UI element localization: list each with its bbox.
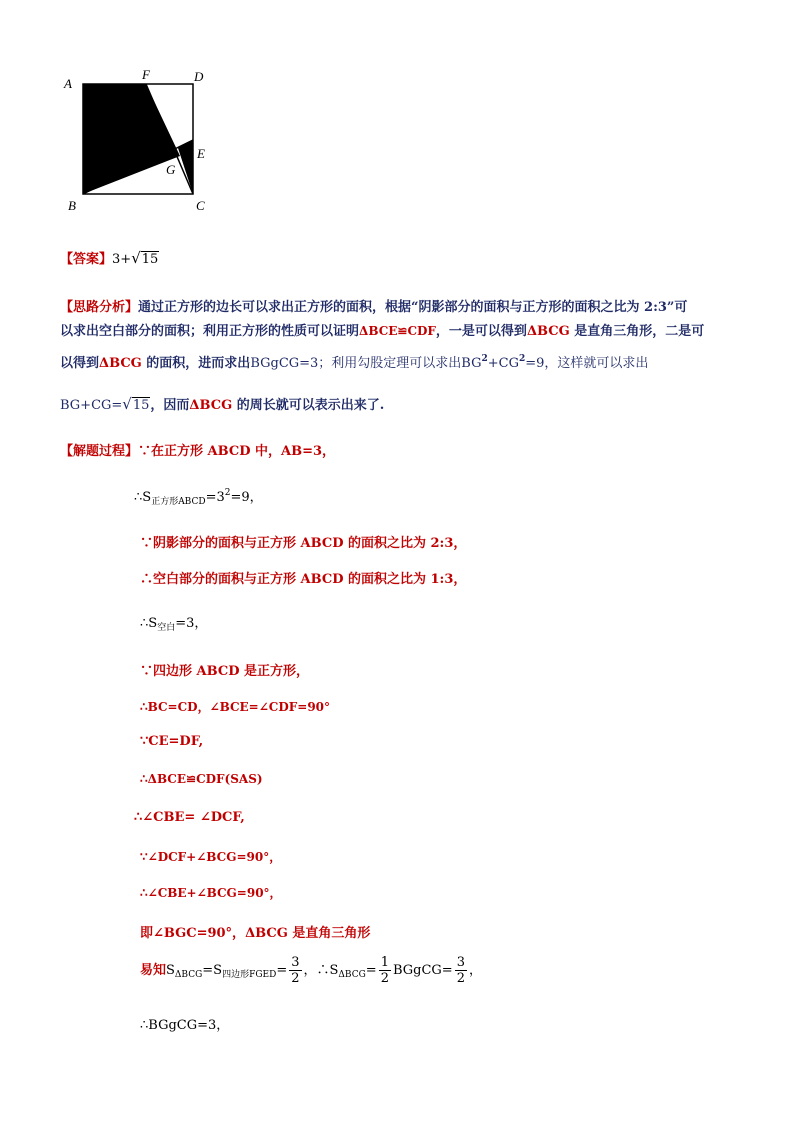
analysis-text-1: 通过正方形的边长可以求出正方形的面积，根据“阴影部分的面积与正方形的面积之比为 2:3”可	[138, 300, 688, 315]
label-e: E	[197, 146, 205, 161]
label-d: D	[194, 69, 204, 84]
analysis-text-2c: ，一是可以得到	[435, 324, 527, 339]
analysis-line-3	[60, 352, 648, 371]
analysis-text-3a: 以得到	[60, 356, 100, 371]
s1e: =9，	[230, 490, 263, 505]
s13h: ，∴S	[303, 963, 339, 978]
solution-line-12	[140, 922, 370, 941]
s12a: 即∠BGC=90°，	[140, 926, 246, 941]
s13i: ΔBCG	[338, 970, 366, 980]
frac-c-num: 3	[456, 955, 465, 970]
solution-line-2: ∵阴影部分的面积与正方形 ABCD 的面积之比为 2:3，	[140, 536, 467, 551]
analysis-text-2e: 是直角三角形，二是可	[569, 324, 705, 339]
analysis-tag: 【思路分析】	[60, 300, 139, 315]
answer-sqrt: √ 15	[131, 249, 159, 267]
s13a: 易知	[140, 963, 167, 978]
frac-a-num: 3	[291, 955, 300, 970]
frac-c-den: 2	[456, 971, 465, 986]
analysis-text-3d: BGgCG=3；利用勾股定理可以求出BG	[250, 356, 482, 371]
solution-line-0	[60, 440, 335, 459]
analysis-text-2d: ΔBCG	[526, 324, 570, 339]
analysis-text-3g: 2	[519, 354, 526, 364]
analysis-text-4e: 的周长就可以表示出来了.	[232, 398, 385, 413]
analysis-line-2	[60, 320, 704, 339]
frac-1-2	[379, 956, 391, 985]
s13l: BGgCG=	[392, 963, 453, 978]
solution-line-13	[140, 956, 482, 985]
answer-line	[60, 248, 159, 267]
frac-b-den: 2	[380, 971, 389, 986]
s13n: ，	[468, 963, 482, 978]
analysis-text-3h: =9，这样就可以求出	[525, 356, 649, 371]
solution-line-1	[134, 486, 263, 507]
solution-line-8: ∴ΔBCE≌CDF(SAS)	[140, 772, 263, 786]
analysis-text-3f: +CG	[487, 356, 519, 371]
frac-3-2-a	[289, 956, 301, 985]
analysis-text-2a: 以求出空白部分的面积；利用正方形的性质可以证明	[60, 324, 360, 339]
solution-line-14: ∴BGgCG=3，	[140, 1018, 230, 1033]
frac-3-2-b	[455, 956, 467, 985]
solution-line-3: ∴空白部分的面积与正方形 ABCD 的面积之比为 1:3，	[140, 572, 467, 587]
solution-line-11: ∴∠CBE+∠BCG=90°，	[140, 886, 282, 900]
analysis-text-3c: 的面积，进而求出	[141, 356, 251, 371]
analysis-text-2b: ΔBCE≌CDF	[359, 324, 436, 338]
analysis-line-4	[60, 394, 384, 413]
s4b: 空白	[157, 623, 176, 633]
label-g: G	[166, 162, 176, 177]
frac-b-num: 1	[380, 955, 389, 970]
analysis-sqrt: √ 15	[122, 395, 150, 413]
s13f: =	[276, 963, 288, 978]
solution-line-9: ∴∠CBE= ∠DCF,	[134, 810, 245, 825]
label-b: B	[68, 198, 76, 213]
label-c: C	[196, 198, 205, 213]
s4c: =3，	[175, 616, 208, 631]
analysis-text-4b: 15	[132, 398, 150, 413]
solution-text-0: ∵在正方形 ABCD 中，AB=3，	[138, 444, 336, 459]
s13e: 四边形FGED	[222, 970, 277, 980]
answer-prefix: 3+	[112, 252, 132, 267]
s1a: ∴S	[134, 490, 152, 505]
s1d: 2	[224, 488, 231, 498]
analysis-text-3b: ΔBCG	[99, 356, 142, 371]
s13j: =	[365, 963, 377, 978]
s4a: ∴S	[140, 616, 158, 631]
answer-radicand: 15	[141, 252, 159, 267]
solution-line-6: ∴BC=CD，∠BCE=∠CDF=90°	[140, 700, 331, 714]
label-a: A	[64, 76, 72, 91]
analysis-text-4d: ΔBCG	[189, 398, 233, 413]
square-diagram	[58, 60, 218, 220]
shaded-quad	[83, 84, 180, 194]
s13d: =S	[202, 963, 223, 978]
solution-line-10: ∵∠DCF+∠BCG=90°，	[140, 850, 282, 864]
solution-line-7: ∵CE=DF,	[140, 734, 204, 749]
s1c: =3	[205, 490, 225, 505]
frac-a-den: 2	[291, 971, 300, 986]
solution-line-4	[140, 612, 207, 633]
answer-tag: 【答案】	[60, 252, 113, 267]
analysis-text-3e: 2	[481, 354, 488, 364]
solution-tag: 【解题过程】	[60, 444, 139, 459]
s1b: 正方形ABCD	[151, 497, 206, 507]
s12b: ΔBCG 是直角三角形	[245, 926, 371, 941]
s13c: ΔBCG	[174, 970, 203, 980]
geometry-figure	[58, 60, 218, 220]
s13b: S	[166, 963, 175, 978]
solution-line-5: ∵四边形 ABCD 是正方形，	[140, 664, 309, 679]
label-f: F	[142, 67, 150, 82]
analysis-text-4c: ，因而	[150, 398, 190, 413]
shaded-triangle	[178, 140, 193, 194]
analysis-text-4a: BG+CG=	[60, 398, 123, 413]
analysis-line-1	[60, 296, 687, 315]
